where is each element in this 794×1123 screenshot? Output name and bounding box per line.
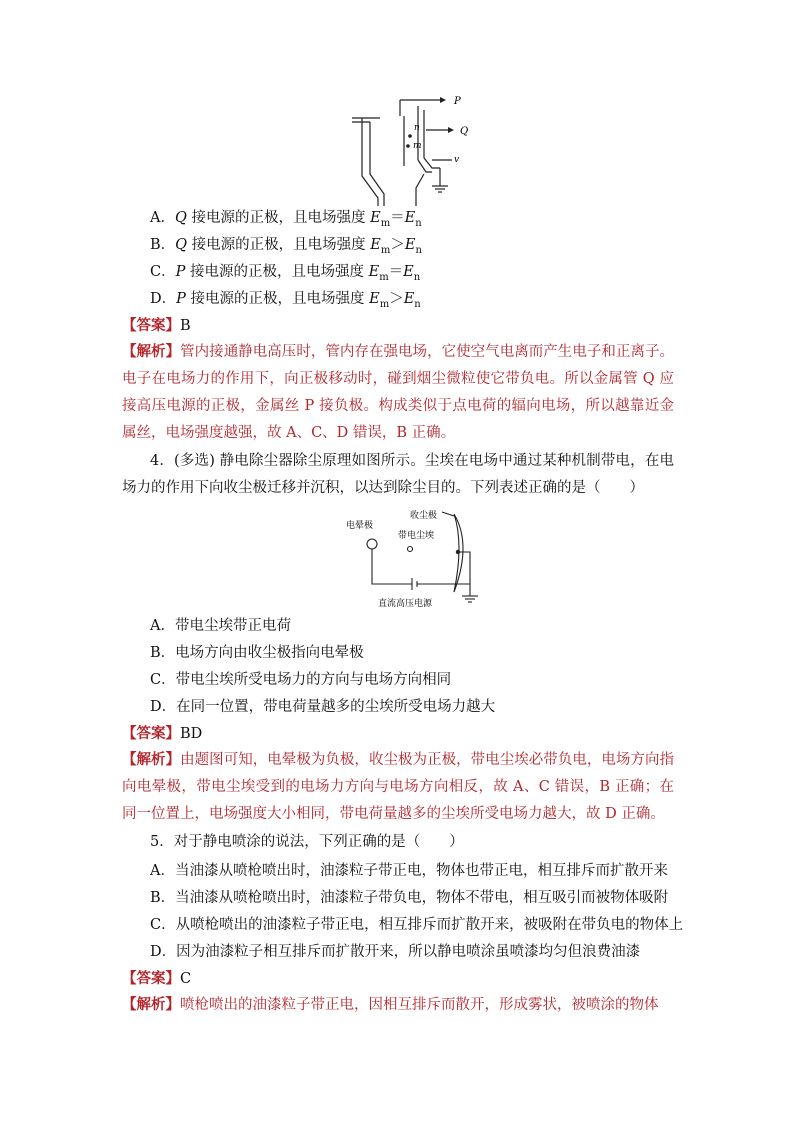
q4-option-b: B．电场方向由收尘极指向电晕极 — [150, 645, 364, 661]
q3-analysis: 【解析】管内接通静电高压时，管内存在强电场，它使空气电离而产生电子和正离子。电子在电场力的作用下，向正极移动时，碰到烟尘微粒使它带负电。所以金属管 Q 应接高压电源的正极，金属丝 P 接负极。构成类似于点电荷的辐向电场，所以越靠近金属丝，电场强度越强，故 A、C、D 错误，B 正确。 — [122, 344, 674, 441]
q4-option-c: C．带电尘埃所受电场力的方向与电场方向相同 — [150, 672, 452, 688]
q4-option-a: A．带电尘埃带正电荷 — [150, 618, 291, 634]
q5-option-c: C．从喷枪喷出的油漆粒子带正电，相互排斥而扩散开来，被吸附在带负电的物体上 — [150, 917, 684, 933]
q5-analysis: 【解析】喷枪喷出的油漆粒子带正电，因相互排斥而散开，形成雾状，被喷涂的物体 — [122, 997, 659, 1013]
q4-analysis: 【解析】由题图可知，电晕极为负极，收尘极为正极，带电尘埃必带负电，电场方向指向电晕极，带电尘埃受到的电场力方向与电场方向相反，故 A、C 错误，B 正确；在同一位置上，电场强度大小相同，带电荷量越多的尘埃所受电场力越大，故 D 正确。 — [122, 752, 674, 822]
q4-option-d: D．在同一位置，带电荷量越多的尘埃所受电场力越大 — [150, 699, 496, 715]
dust-collector-figure — [342, 504, 480, 612]
q3-option-b: B．Q 接电源的正极，且电场强度 $E_m>E_n$ — [150, 237, 422, 256]
label-source: 直流高压电源 — [378, 599, 433, 609]
q5-answer: 【答案】C — [122, 971, 192, 987]
label-collector: 收尘极 — [410, 511, 438, 521]
q3-option-c: C．P 接电源的正极，且电场强度 $E_m=E_n$ — [150, 264, 421, 283]
q3-option-a: A．Q 接电源的正极，且电场强度 $E_m=E_n$ — [150, 210, 422, 229]
q3-answer: 【答案】B — [122, 318, 191, 334]
label-corona: 电晕极 — [346, 521, 374, 531]
label-dust: 带电尘埃 — [398, 531, 435, 541]
q5-option-b: B．当油漆从喷枪喷出时，油漆粒子带负电，物体不带电，相互吸引而被物体吸附 — [150, 890, 669, 906]
q5-stem: 5．对于静电喷涂的说法，下列正确的是（ ） — [150, 834, 464, 850]
q4-answer: 【答案】BD — [122, 726, 203, 742]
label-m: m — [413, 141, 422, 151]
precipitator-tube-figure — [340, 88, 480, 213]
label-q: Q — [460, 126, 469, 137]
q5-option-d: D．因为油漆粒子相互排斥而扩散开来，所以静电喷涂虽喷漆均匀但浪费油漆 — [150, 944, 641, 960]
q3-option-d: D．P 接电源的正极，且电场强度 $E_m>E_n$ — [150, 291, 421, 310]
label-v: v — [454, 155, 460, 165]
label-n: n — [414, 123, 420, 133]
q5-option-a: A．当油漆从喷枪喷出时，油漆粒子带正电，物体也带正电，相互排斥而扩散开来 — [150, 863, 668, 879]
label-p: P — [454, 96, 461, 107]
q4-stem: 4．(多选) 静电除尘器除尘原理如图所示。尘埃在电场中通过某种机制带电，在电场力的作用下向收尘极迁移并沉积，以达到除尘目的。下列表述正确的是（ ） — [122, 453, 674, 496]
